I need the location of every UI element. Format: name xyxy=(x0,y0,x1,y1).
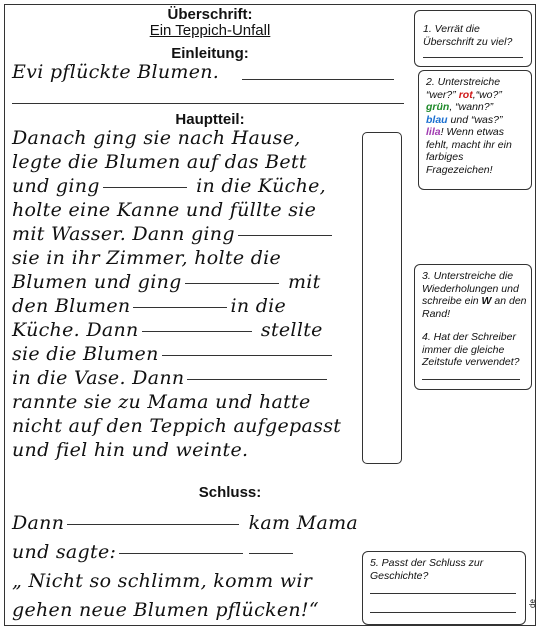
hauptteil-line-14: und fiel hin und weinte. xyxy=(12,439,249,461)
einleitung-blank-2[interactable] xyxy=(12,103,404,104)
question-4-text: 4. Hat der Schreiber immer die gleiche Zeitstufe verwendet? xyxy=(422,331,520,368)
schluss-line-2: und sagte: xyxy=(12,541,296,563)
question-2-text: 2. Unterstreiche “wer?” rot,“wo?” grün, “wann?” blau und “was?” lila! Wenn etwas fehlt, macht ihr ein farbiges Fragezeichen! xyxy=(426,76,512,176)
hauptteil-line-6: sie in ihr Zimmer, holte die xyxy=(12,247,282,269)
heading-einleitung: Einleitung: xyxy=(171,45,249,62)
blank[interactable] xyxy=(133,306,227,308)
margin-box[interactable] xyxy=(362,132,402,464)
blank[interactable] xyxy=(67,523,239,525)
page-border-bottom xyxy=(4,625,536,626)
blank[interactable] xyxy=(187,378,327,380)
hauptteil-line-1: Danach ging sie nach Hause, xyxy=(12,127,301,149)
color-green-label: grün xyxy=(426,101,450,113)
blank[interactable] xyxy=(185,282,279,284)
einleitung-blank-1[interactable] xyxy=(242,79,394,80)
heading-hauptteil: Hauptteil: xyxy=(175,111,245,128)
hauptteil-line-10: sie die Blumen xyxy=(12,343,335,365)
heading-ueberschrift: Überschrift: xyxy=(167,6,253,23)
blank[interactable] xyxy=(238,234,332,236)
hauptteil-line-9: Küche. Dann stellte xyxy=(12,319,323,341)
answer-line-5b[interactable] xyxy=(370,612,516,613)
question-box-1 xyxy=(414,10,532,67)
hauptteil-line-11: in die Vase. Dann xyxy=(12,367,330,389)
footer-mark: de xyxy=(528,599,537,608)
hauptteil-line-3: und ging in die Küche, xyxy=(12,175,327,197)
schluss-line-3: „ Nicht so schlimm, komm wir xyxy=(12,570,313,592)
question-1-text: 1. Verrät die Überschrift zu viel? xyxy=(423,23,513,48)
page-border-left xyxy=(4,4,5,626)
blank[interactable] xyxy=(162,354,332,356)
heading-schluss: Schluss: xyxy=(198,484,262,501)
schluss-line-1: Dann kam Mama xyxy=(12,512,359,534)
page-border-right xyxy=(535,4,536,626)
blank[interactable] xyxy=(249,552,293,554)
question-box-2 xyxy=(418,70,532,190)
hauptteil-line-8: den Blumen in die xyxy=(12,295,287,317)
blank[interactable] xyxy=(142,330,252,332)
color-blue-label: blau xyxy=(426,113,448,126)
hauptteil-line-12: rannte sie zu Mama und hatte xyxy=(12,391,311,413)
answer-line-4[interactable] xyxy=(422,379,520,380)
blank[interactable] xyxy=(119,552,243,554)
answer-line-5a[interactable] xyxy=(370,593,516,594)
question-3-text: 3. Unterstreiche die Wiederholungen und schreibe ein W an den Rand! xyxy=(422,270,527,320)
hauptteil-line-4: holte eine Kanne und füllte sie xyxy=(12,199,317,221)
page-border-top xyxy=(4,4,536,5)
question-box-5 xyxy=(362,551,526,625)
question-5-text: 5. Passt der Schluss zur Geschichte? xyxy=(370,557,484,582)
story-title: Ein Teppich-Unfall xyxy=(149,22,271,39)
hauptteil-line-5: mit Wasser. Dann ging xyxy=(12,223,335,245)
schluss-line-4: gehen neue Blumen pflücken!“ xyxy=(12,599,319,621)
hauptteil-line-13: nicht auf den Teppich aufgepasst xyxy=(12,415,342,437)
w-mark-label: W xyxy=(481,295,492,307)
einleitung-text: Evi pflückte Blumen. xyxy=(12,61,220,83)
hauptteil-line-2: legte die Blumen auf das Bett xyxy=(12,151,307,173)
color-purple-label: lila xyxy=(426,126,441,138)
answer-line-1[interactable] xyxy=(423,57,523,58)
hauptteil-line-7: Blumen und ging mit xyxy=(12,271,321,293)
color-red-label: rot xyxy=(458,88,473,101)
question-box-3-4 xyxy=(414,264,532,390)
blank[interactable] xyxy=(103,186,187,188)
